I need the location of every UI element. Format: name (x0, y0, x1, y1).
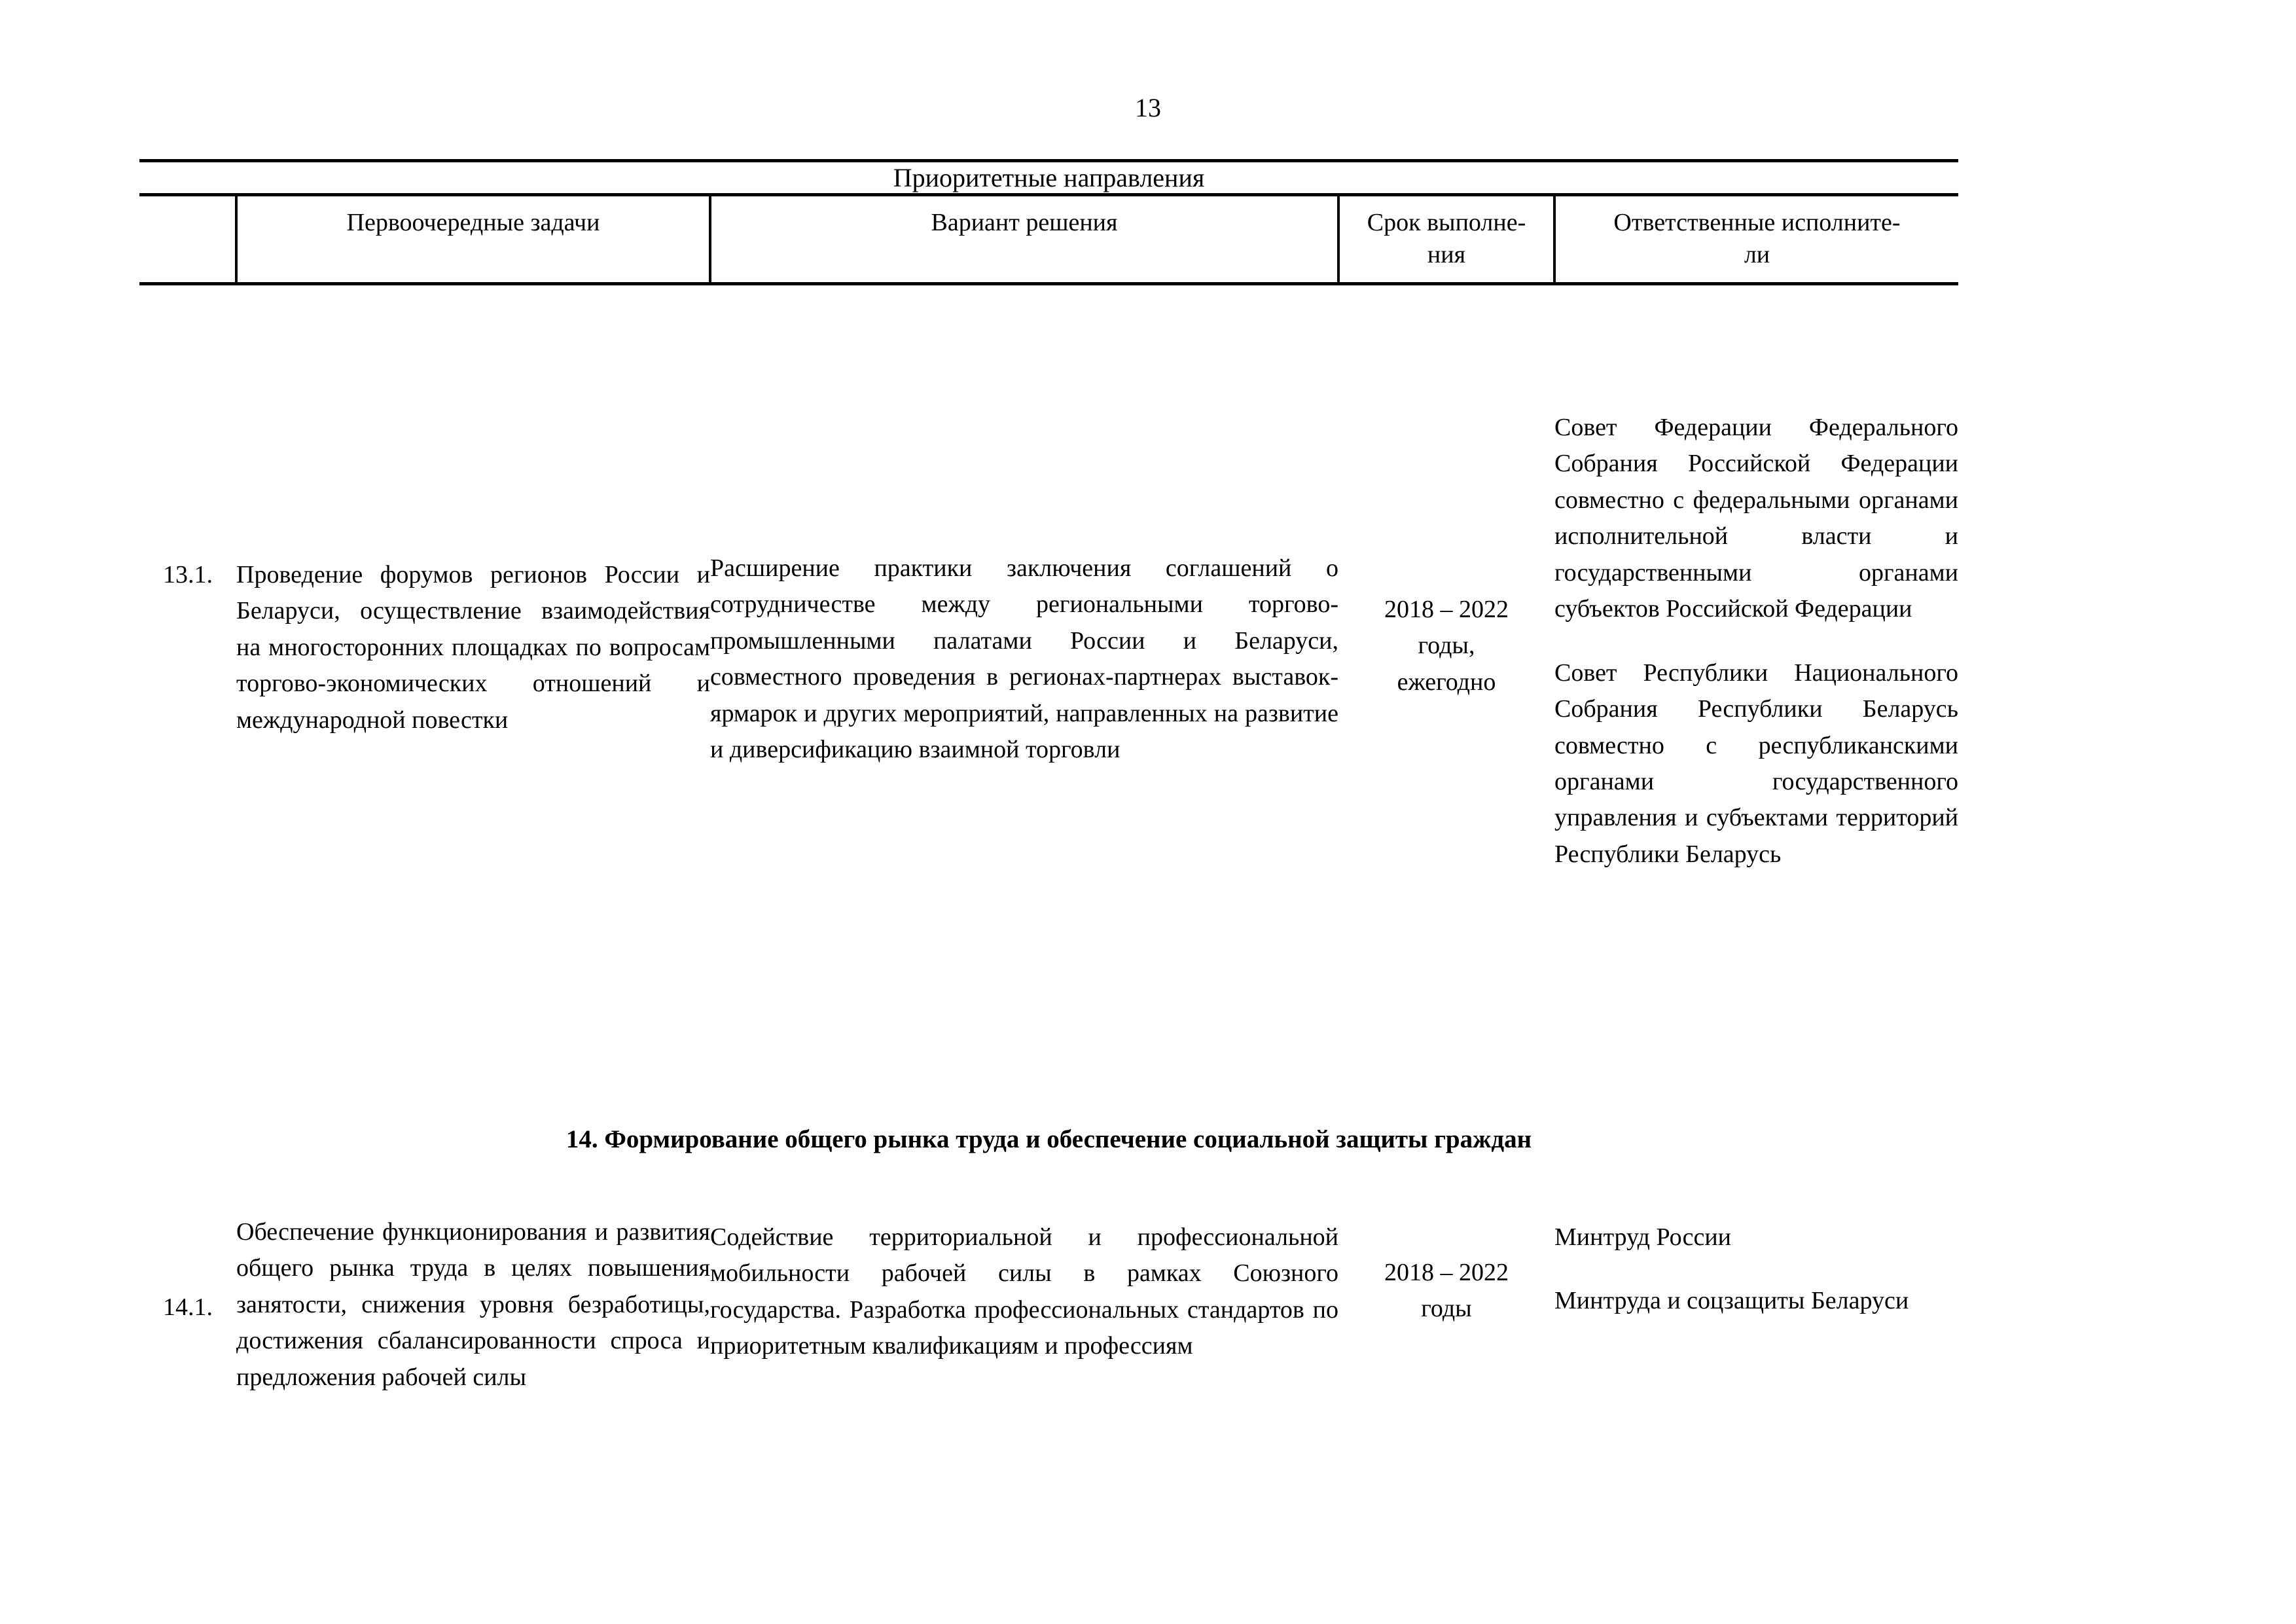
column-header-tasks: Первоочередные задачи (236, 195, 710, 284)
labour-market-table (139, 1214, 1958, 1396)
table-body-spacer (139, 283, 1958, 384)
page-number: 13 (1135, 93, 1161, 122)
row-solution: Содействие территориальной и профессиональной мобильности рабочей силы в рамках Союзного государства. Разработка профессиональных стандартов по приоритетным квалификациям и профессиям (710, 1223, 1338, 1360)
row-task: Обеспечение функционирования и развития общего рынка труда в целях повышения занятости, снижения уровня безработицы, достижения сбалансированности спроса и предложения рабочей силы (236, 1218, 710, 1391)
column-header-term-line2: ния (1427, 241, 1466, 269)
column-header-solution: Вариант решения (710, 195, 1338, 284)
row-term-line1: 2018 – 2022 (1384, 1259, 1509, 1286)
row-task: Проведение форумов регионов России и Беларуси, осуществление взаимодействия на многосторонних площадках по вопросам торгово-экономических отношений и международной повестки (236, 560, 710, 734)
row-number: 14.1. (163, 1293, 213, 1321)
column-header-number (139, 195, 236, 284)
row-term-line2: годы, (1418, 632, 1475, 660)
column-header-responsible-line1: Ответственные исполните- (1613, 209, 1901, 236)
priority-directions-table (139, 159, 1958, 873)
column-header-responsible (1554, 195, 1958, 284)
row-term (1338, 1214, 1554, 1396)
row-solution: Расширение практики заключения соглашений о сотрудничестве между региональными торгово-промышленными палатами России и Беларуси, совместного проведения в регионах-партнерах выставок-ярмарок и других мероприятий, направленных на развитие и диверсификацию взаимной торговли (710, 554, 1338, 764)
table-banner-title: Приоритетные направления (893, 163, 1205, 192)
row-responsible-party-russia: Минтруд России (1554, 1223, 1732, 1251)
section-heading-14: 14. Формирование общего рынка труда и обеспечение социальной защиты граждан (565, 1125, 1532, 1153)
column-header-term (1338, 195, 1554, 284)
row-responsible (1554, 384, 1958, 873)
row-term-line3: ежегодно (1397, 668, 1496, 696)
table-header-row (139, 195, 1958, 284)
row-term-line2: годы (1421, 1295, 1472, 1323)
table-banner-row (139, 162, 1958, 195)
row-number: 13.1. (163, 560, 213, 588)
table-row (139, 1214, 1958, 1396)
table-row (139, 384, 1958, 873)
row-responsible-party-russia: Совет Федерации Федерального Собрания Российской Федерации совместно с федеральными органами исполнительной власти и государственными органами субъектов Российской Федерации (1554, 413, 1958, 623)
row-responsible-party-belarus: Минтруда и соцзащиты Беларуси (1554, 1287, 1909, 1315)
row-term-line1: 2018 – 2022 (1384, 595, 1509, 623)
row-responsible-party-belarus: Совет Республики Национального Собрания Республики Беларусь совместно с республиканскими органами государственного управления и субъектами территорий Республики Беларусь (1554, 659, 1958, 868)
column-header-term-line1: Срок выполне- (1367, 209, 1526, 236)
row-responsible (1554, 1214, 1958, 1396)
row-term (1338, 384, 1554, 873)
column-header-responsible-line2: ли (1744, 241, 1770, 269)
